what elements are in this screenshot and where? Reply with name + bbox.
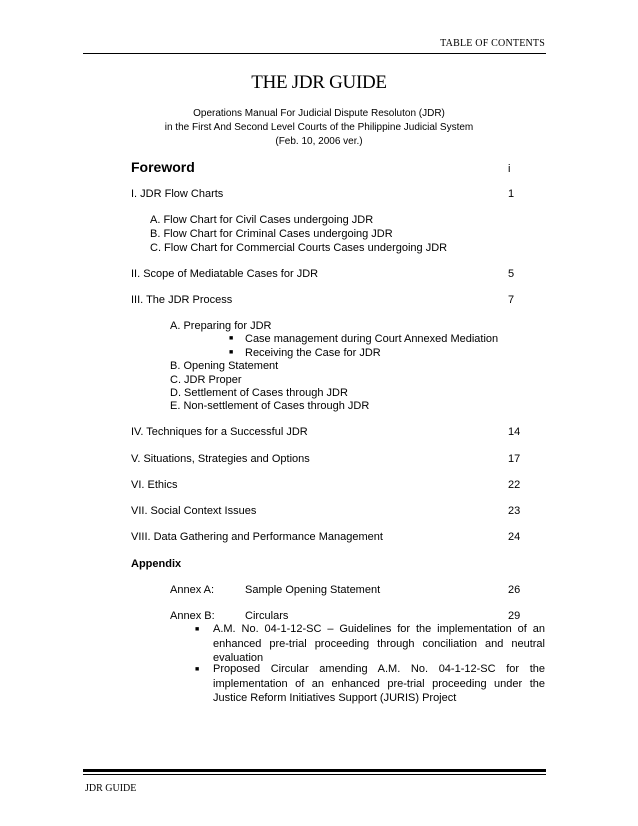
running-header: TABLE OF CONTENTS [440, 38, 545, 49]
toc-section-6: VI. Ethics [131, 479, 178, 491]
running-footer: JDR GUIDE [85, 783, 137, 794]
subtitle-version: (Feb. 10, 2006 ver.) [275, 136, 363, 147]
toc-section-5: V. Situations, Strategies and Options [131, 453, 310, 465]
toc-foreword: Foreword [131, 159, 195, 175]
toc-appendix: Appendix [131, 558, 182, 570]
toc-section-3-item-e: E. Non-settlement of Cases through JDR [170, 400, 370, 412]
toc-section-1: I. JDR Flow Charts [131, 188, 224, 200]
bullet-icon: ■ [229, 335, 234, 342]
annex-a-name: Annex A: [170, 584, 215, 596]
toc-section-3-item-d: D. Settlement of Cases through JDR [170, 387, 348, 399]
toc-section-1-item-c: C. Flow Chart for Commercial Courts Cases undergoing JDR [150, 242, 448, 254]
annex-b-name: Annex B: [170, 610, 215, 622]
toc-section-3-item-b: B. Opening Statement [170, 360, 279, 372]
toc-section-3-page: 7 [508, 294, 515, 306]
bullet-icon: ■ [229, 349, 234, 356]
toc-section-5-page: 17 [508, 453, 521, 465]
toc-section-1-item-b: B. Flow Chart for Criminal Cases undergoing JDR [150, 228, 393, 240]
toc-section-8-page: 24 [508, 531, 521, 543]
toc-section-3-item-c: C. JDR Proper [170, 374, 242, 386]
toc-section-2: II. Scope of Mediatable Cases for JDR [131, 268, 319, 280]
toc-section-1-page: 1 [508, 188, 515, 200]
toc-section-1-item-a: A. Flow Chart for Civil Cases undergoing JDR [150, 214, 374, 226]
footer-rule-thick [83, 769, 546, 772]
toc-section-2-page: 5 [508, 268, 515, 280]
annex-b-title: Circulars [245, 610, 289, 622]
footer-rule-thin [83, 774, 546, 775]
header-rule [83, 53, 546, 54]
toc-section-4-page: 14 [508, 426, 521, 438]
bullet-icon: ■ [195, 666, 200, 673]
toc-section-3-item-a: A. Preparing for JDR [170, 320, 272, 332]
toc-section-6-page: 22 [508, 479, 521, 491]
bullet-icon: ■ [195, 626, 200, 633]
toc-section-7: VII. Social Context Issues [131, 505, 257, 517]
document-title: THE JDR GUIDE [251, 72, 387, 93]
annex-a-title: Sample Opening Statement [245, 584, 381, 596]
annex-a-page: 26 [508, 584, 521, 596]
subtitle-line-2: in the First And Second Level Courts of the Philippine Judicial System [164, 122, 474, 133]
toc-section-8: VIII. Data Gathering and Performance Management [131, 531, 383, 543]
annex-b-page: 29 [508, 610, 521, 622]
toc-section-3-bullet-1: Case management during Court Annexed Mediation [245, 333, 499, 345]
toc-section-3: III. The JDR Process [131, 294, 233, 306]
toc-section-7-page: 23 [508, 505, 521, 517]
subtitle-line-1: Operations Manual For Judicial Dispute Resoluton (JDR) [193, 108, 445, 119]
annex-b-bullet-1: A.M. No. 04-1-12-SC – Guidelines for the implementation of an enhanced pre-trial proceeding through conciliation and neutral evaluation [213, 623, 545, 664]
toc-foreword-page: i [508, 163, 511, 175]
toc-section-4: IV. Techniques for a Successful JDR [131, 426, 308, 438]
annex-b-bullet-2: Proposed Circular amending A.M. No. 04-1-12-SC for the implementation of an enhanced pre-trial proceeding under the Justice Reform Initiatives Support (JURIS) Project [213, 663, 545, 704]
toc-section-3-bullet-2: Receiving the Case for JDR [245, 347, 381, 359]
